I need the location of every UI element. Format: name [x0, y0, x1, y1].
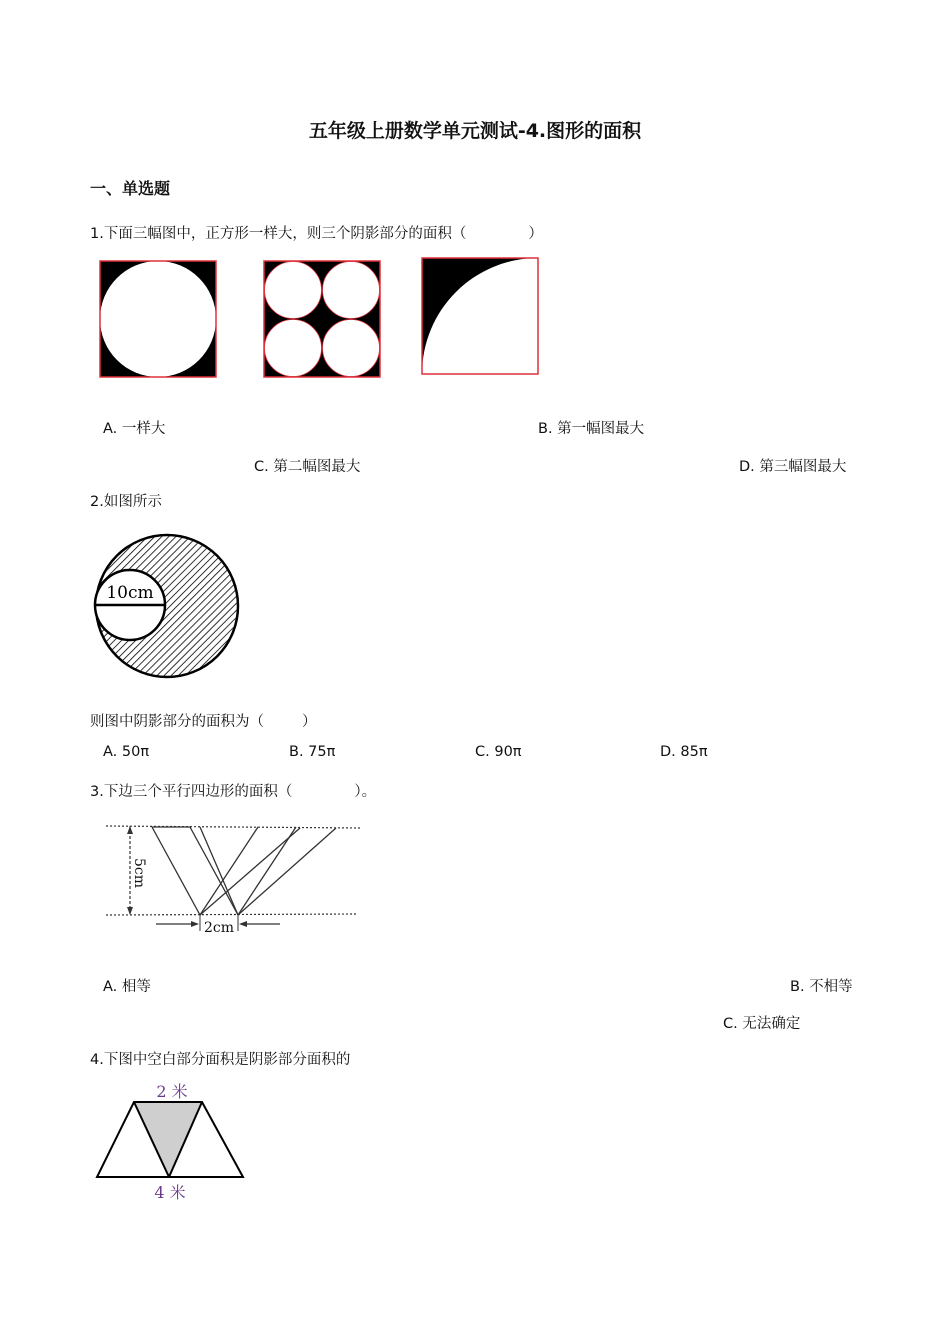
question-3-stem-text: 3.下边三个平行四边形的面积（ — [90, 784, 293, 800]
question-1-option-c[interactable]: C. 第二幅图最大 — [254, 459, 361, 475]
section-heading: 一、单选题 — [90, 179, 171, 198]
question-1-option-d[interactable]: D. 第三幅图最大 — [739, 459, 847, 475]
question-1-option-a[interactable]: A. 一样大 — [103, 421, 166, 437]
page-title: 五年级上册数学单元测试-4.图形的面积 — [308, 120, 642, 142]
question-1-stem — [90, 222, 543, 243]
question-1-stem-close: ） — [528, 226, 543, 242]
question-3-option-b[interactable]: B. 不相等 — [790, 979, 853, 995]
question-3-option-c[interactable]: C. 无法确定 — [723, 1016, 801, 1032]
question-4-stem: 4.下图中空白部分面积是阴影部分面积的 — [90, 1052, 351, 1068]
question-1-figure-3 — [421, 257, 539, 375]
question-1-figure-2 — [263, 260, 381, 378]
question-1-figure-1 — [99, 260, 217, 378]
question-4-figure — [94, 1078, 248, 1204]
question-2-option-b[interactable]: B. 75π — [289, 744, 336, 760]
question-2-option-c[interactable]: C. 90π — [475, 744, 522, 760]
question-2-option-d[interactable]: D. 85π — [660, 744, 708, 760]
question-2-stem: 2.如图所示 — [90, 494, 162, 510]
question-2-follow-text: 则图中阴影部分的面积为（ — [90, 714, 264, 730]
question-2-follow-up — [90, 710, 317, 731]
question-3-base-label: 2cm — [203, 920, 235, 936]
question-2-figure — [94, 533, 240, 679]
question-3-stem — [90, 780, 376, 801]
question-3-figure — [104, 818, 364, 938]
question-3-height-label: 5cm — [131, 858, 147, 889]
question-2-option-a[interactable]: A. 50π — [103, 744, 150, 760]
question-1-option-b[interactable]: B. 第一幅图最大 — [538, 421, 645, 437]
question-3-stem-close: ）。 — [354, 784, 377, 800]
question-4-bottom-label: 4 米 — [154, 1183, 186, 1202]
question-2-figure-label: 10cm — [106, 583, 154, 603]
question-3-option-a[interactable]: A. 相等 — [103, 979, 151, 995]
question-2-follow-close: ） — [302, 714, 317, 730]
question-1-stem-text: 1.下面三幅图中，正方形一样大，则三个阴影部分的面积（ — [90, 226, 467, 242]
question-4-top-label: 2 米 — [156, 1082, 188, 1101]
